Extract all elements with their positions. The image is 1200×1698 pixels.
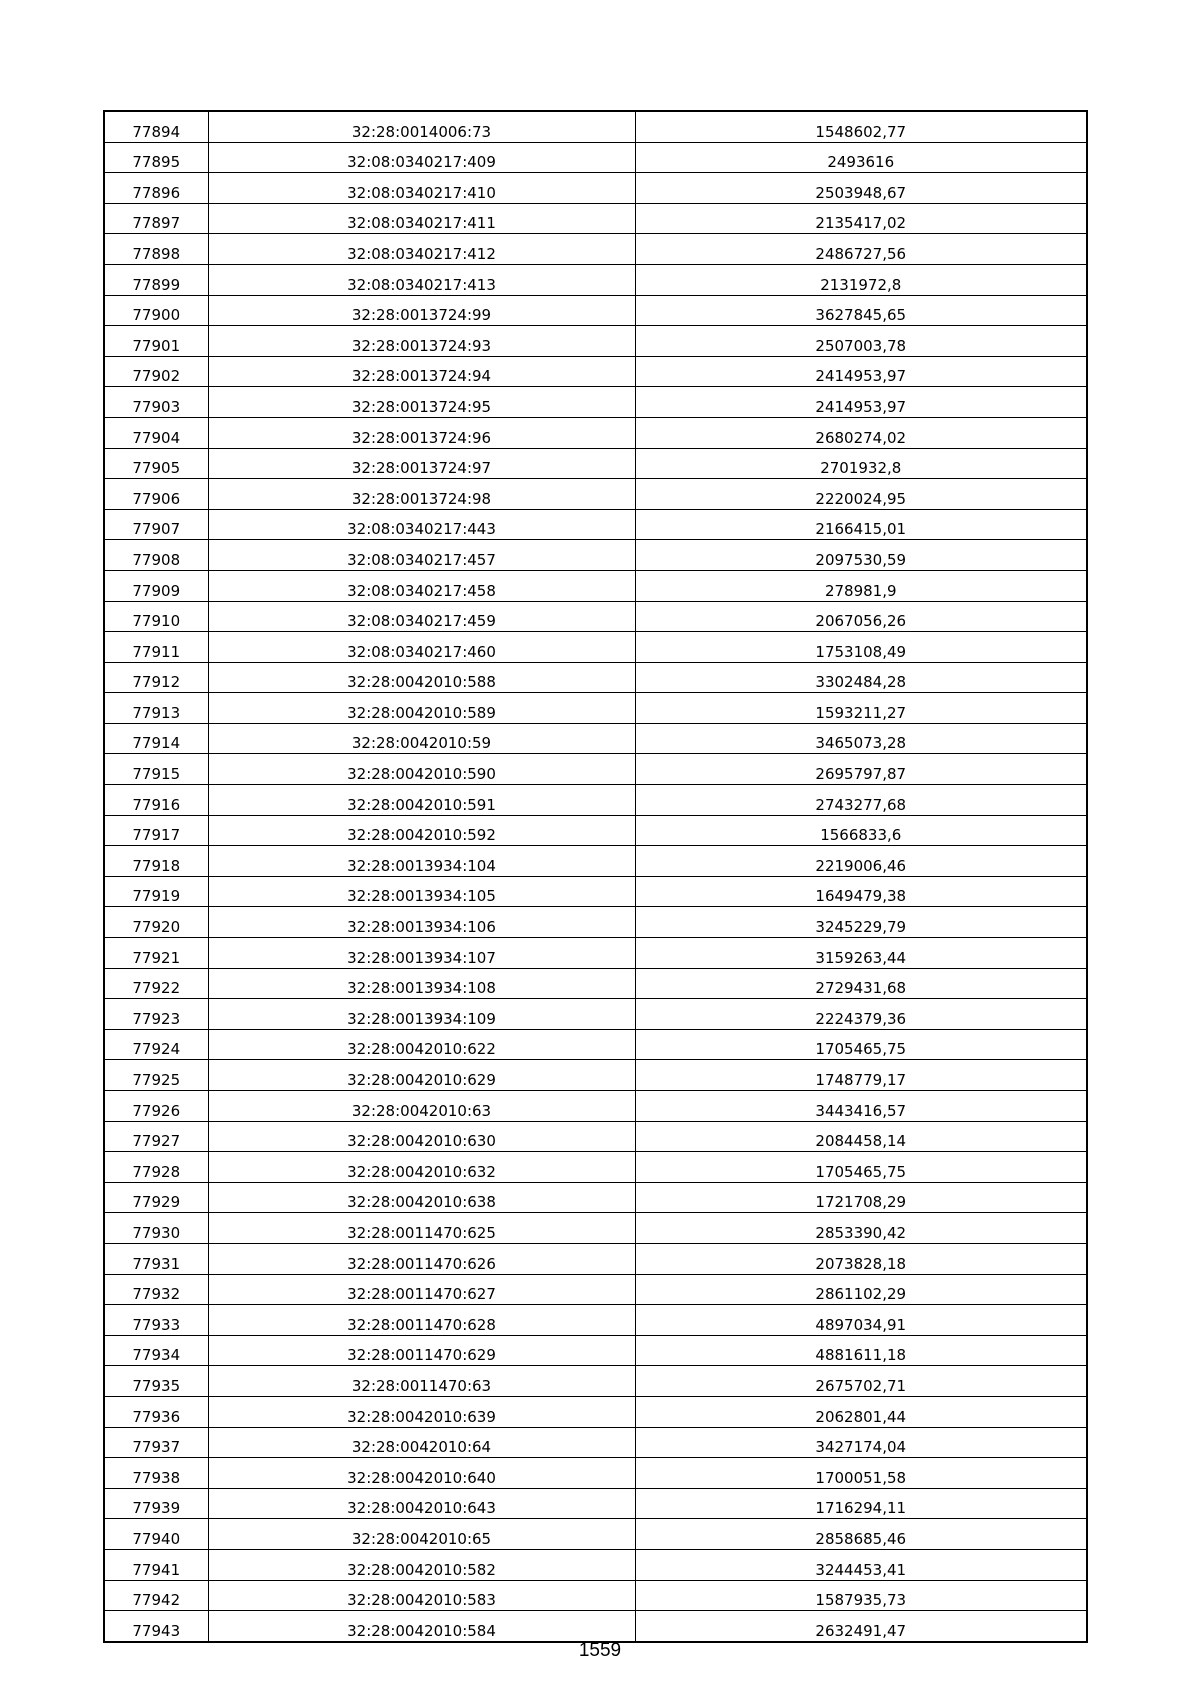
- row-number-cell: 77932: [104, 1274, 208, 1305]
- cadastral-number-cell: 32:28:0013724:95: [208, 387, 635, 418]
- value-cell: 3244453,41: [635, 1549, 1087, 1580]
- cadastral-number-cell: 32:28:0013724:94: [208, 356, 635, 387]
- cadastral-number-cell: 32:28:0042010:630: [208, 1121, 635, 1152]
- cadastral-number-cell: 32:08:0340217:411: [208, 203, 635, 234]
- value-cell: 3627845,65: [635, 295, 1087, 326]
- table-row: [104, 815, 1087, 846]
- value-cell: 2067056,26: [635, 601, 1087, 632]
- cadastral-number-cell: 32:28:0042010:59: [208, 723, 635, 754]
- table-row: [104, 356, 1087, 387]
- cadastral-number-cell: 32:28:0042010:638: [208, 1182, 635, 1213]
- cadastral-number-cell: 32:08:0340217:457: [208, 540, 635, 571]
- table-row: [104, 846, 1087, 877]
- cadastral-number-cell: 32:28:0011470:625: [208, 1213, 635, 1244]
- row-number-cell: 77902: [104, 356, 208, 387]
- row-number-cell: 77928: [104, 1152, 208, 1183]
- table-row: [104, 1427, 1087, 1458]
- table-row: [104, 907, 1087, 938]
- page-number: 1559: [578, 1640, 622, 1661]
- value-cell: 2131972,8: [635, 264, 1087, 295]
- value-cell: 2675702,71: [635, 1366, 1087, 1397]
- row-number-cell: 77941: [104, 1549, 208, 1580]
- table-row: [104, 234, 1087, 265]
- table-row: [104, 1335, 1087, 1366]
- table-row: [104, 295, 1087, 326]
- cadastral-number-cell: 32:28:0042010:590: [208, 754, 635, 785]
- value-cell: 1721708,29: [635, 1182, 1087, 1213]
- value-cell: 1700051,58: [635, 1458, 1087, 1489]
- table-row: [104, 723, 1087, 754]
- row-number-cell: 77899: [104, 264, 208, 295]
- table-row: [104, 1305, 1087, 1336]
- table-row: [104, 1213, 1087, 1244]
- row-number-cell: 77921: [104, 938, 208, 969]
- cadastral-number-cell: 32:08:0340217:459: [208, 601, 635, 632]
- row-number-cell: 77929: [104, 1182, 208, 1213]
- cadastral-number-cell: 32:28:0013724:93: [208, 326, 635, 357]
- cadastral-number-cell: 32:28:0013724:99: [208, 295, 635, 326]
- value-cell: 3245229,79: [635, 907, 1087, 938]
- row-number-cell: 77933: [104, 1305, 208, 1336]
- table-row: [104, 1152, 1087, 1183]
- data-table: [103, 110, 1088, 1643]
- cadastral-number-cell: 32:28:0042010:583: [208, 1580, 635, 1611]
- cadastral-number-cell: 32:28:0042010:63: [208, 1091, 635, 1122]
- value-cell: 2084458,14: [635, 1121, 1087, 1152]
- value-cell: 2220024,95: [635, 479, 1087, 510]
- table-row: [104, 754, 1087, 785]
- table-row: [104, 1029, 1087, 1060]
- table-row: [104, 479, 1087, 510]
- value-cell: 2414953,97: [635, 387, 1087, 418]
- cadastral-number-cell: 32:28:0042010:64: [208, 1427, 635, 1458]
- cadastral-number-cell: 32:28:0014006:73: [208, 111, 635, 142]
- cadastral-number-cell: 32:08:0340217:410: [208, 173, 635, 204]
- row-number-cell: 77936: [104, 1396, 208, 1427]
- row-number-cell: 77924: [104, 1029, 208, 1060]
- row-number-cell: 77923: [104, 999, 208, 1030]
- row-number-cell: 77940: [104, 1519, 208, 1550]
- row-number-cell: 77896: [104, 173, 208, 204]
- value-cell: 4881611,18: [635, 1335, 1087, 1366]
- table-row: [104, 876, 1087, 907]
- row-number-cell: 77901: [104, 326, 208, 357]
- row-number-cell: 77925: [104, 1060, 208, 1091]
- value-cell: 3159263,44: [635, 938, 1087, 969]
- table-row: [104, 1549, 1087, 1580]
- table-row: [104, 1121, 1087, 1152]
- row-number-cell: 77920: [104, 907, 208, 938]
- row-number-cell: 77907: [104, 509, 208, 540]
- table-row: [104, 142, 1087, 173]
- value-cell: 2861102,29: [635, 1274, 1087, 1305]
- row-number-cell: 77942: [104, 1580, 208, 1611]
- cadastral-number-cell: 32:08:0340217:412: [208, 234, 635, 265]
- value-cell: 3443416,57: [635, 1091, 1087, 1122]
- cadastral-number-cell: 32:28:0013934:108: [208, 968, 635, 999]
- value-cell: 2073828,18: [635, 1243, 1087, 1274]
- cadastral-number-cell: 32:28:0042010:632: [208, 1152, 635, 1183]
- row-number-cell: 77922: [104, 968, 208, 999]
- table-row: [104, 1396, 1087, 1427]
- value-cell: 2680274,02: [635, 417, 1087, 448]
- row-number-cell: 77903: [104, 387, 208, 418]
- table-row: [104, 1519, 1087, 1550]
- cadastral-number-cell: 32:28:0013934:109: [208, 999, 635, 1030]
- value-cell: 3465073,28: [635, 723, 1087, 754]
- row-number-cell: 77908: [104, 540, 208, 571]
- cadastral-number-cell: 32:28:0042010:640: [208, 1458, 635, 1489]
- cadastral-number-cell: 32:28:0042010:643: [208, 1488, 635, 1519]
- table-row: [104, 968, 1087, 999]
- value-cell: 1548602,77: [635, 111, 1087, 142]
- cadastral-number-cell: 32:28:0011470:629: [208, 1335, 635, 1366]
- row-number-cell: 77927: [104, 1121, 208, 1152]
- cadastral-number-cell: 32:28:0042010:629: [208, 1060, 635, 1091]
- row-number-cell: 77894: [104, 111, 208, 142]
- table-row: [104, 1611, 1087, 1642]
- value-cell: 2166415,01: [635, 509, 1087, 540]
- value-cell: 2135417,02: [635, 203, 1087, 234]
- row-number-cell: 77915: [104, 754, 208, 785]
- table-row: [104, 632, 1087, 663]
- table-row: [104, 1091, 1087, 1122]
- value-cell: 2486727,56: [635, 234, 1087, 265]
- row-number-cell: 77900: [104, 295, 208, 326]
- value-cell: 2729431,68: [635, 968, 1087, 999]
- cadastral-number-cell: 32:28:0042010:65: [208, 1519, 635, 1550]
- table-row: [104, 203, 1087, 234]
- cadastral-number-cell: 32:28:0042010:592: [208, 815, 635, 846]
- cadastral-number-cell: 32:08:0340217:458: [208, 570, 635, 601]
- value-cell: 1748779,17: [635, 1060, 1087, 1091]
- row-number-cell: 77911: [104, 632, 208, 663]
- row-number-cell: 77938: [104, 1458, 208, 1489]
- value-cell: 3427174,04: [635, 1427, 1087, 1458]
- row-number-cell: 77939: [104, 1488, 208, 1519]
- value-cell: 1649479,38: [635, 876, 1087, 907]
- row-number-cell: 77909: [104, 570, 208, 601]
- cadastral-number-cell: 32:28:0042010:582: [208, 1549, 635, 1580]
- table-row: [104, 1243, 1087, 1274]
- row-number-cell: 77930: [104, 1213, 208, 1244]
- cadastral-number-cell: 32:08:0340217:409: [208, 142, 635, 173]
- table-row: [104, 999, 1087, 1030]
- table-body: [104, 111, 1087, 1642]
- table-row: [104, 417, 1087, 448]
- value-cell: 2701932,8: [635, 448, 1087, 479]
- table-row: [104, 1060, 1087, 1091]
- value-cell: 2097530,59: [635, 540, 1087, 571]
- row-number-cell: 77918: [104, 846, 208, 877]
- row-number-cell: 77926: [104, 1091, 208, 1122]
- row-number-cell: 77914: [104, 723, 208, 754]
- value-cell: 2858685,46: [635, 1519, 1087, 1550]
- cadastral-number-cell: 32:28:0042010:588: [208, 662, 635, 693]
- cadastral-number-cell: 32:28:0013934:106: [208, 907, 635, 938]
- value-cell: 1716294,11: [635, 1488, 1087, 1519]
- cadastral-number-cell: 32:28:0042010:622: [208, 1029, 635, 1060]
- table-row: [104, 1580, 1087, 1611]
- row-number-cell: 77931: [104, 1243, 208, 1274]
- cadastral-number-cell: 32:28:0013724:98: [208, 479, 635, 510]
- cadastral-number-cell: 32:28:0042010:584: [208, 1611, 635, 1642]
- value-cell: 2695797,87: [635, 754, 1087, 785]
- value-cell: 2853390,42: [635, 1213, 1087, 1244]
- row-number-cell: 77913: [104, 693, 208, 724]
- cadastral-number-cell: 32:28:0042010:639: [208, 1396, 635, 1427]
- value-cell: 2503948,67: [635, 173, 1087, 204]
- value-cell: 2743277,68: [635, 785, 1087, 816]
- row-number-cell: 77912: [104, 662, 208, 693]
- row-number-cell: 77919: [104, 876, 208, 907]
- value-cell: 2507003,78: [635, 326, 1087, 357]
- table-row: [104, 785, 1087, 816]
- table-row: [104, 601, 1087, 632]
- row-number-cell: 77943: [104, 1611, 208, 1642]
- table-row: [104, 1182, 1087, 1213]
- value-cell: 1705465,75: [635, 1029, 1087, 1060]
- cadastral-number-cell: 32:28:0011470:627: [208, 1274, 635, 1305]
- table-row: [104, 540, 1087, 571]
- row-number-cell: 77898: [104, 234, 208, 265]
- row-number-cell: 77895: [104, 142, 208, 173]
- row-number-cell: 77937: [104, 1427, 208, 1458]
- value-cell: 2493616: [635, 142, 1087, 173]
- table-row: [104, 693, 1087, 724]
- cadastral-number-cell: 32:28:0013724:96: [208, 417, 635, 448]
- table-row: [104, 1274, 1087, 1305]
- cadastral-number-cell: 32:28:0011470:626: [208, 1243, 635, 1274]
- row-number-cell: 77935: [104, 1366, 208, 1397]
- cadastral-number-cell: 32:28:0042010:591: [208, 785, 635, 816]
- value-cell: 2632491,47: [635, 1611, 1087, 1642]
- value-cell: 1705465,75: [635, 1152, 1087, 1183]
- cadastral-number-cell: 32:28:0042010:589: [208, 693, 635, 724]
- table-row: [104, 570, 1087, 601]
- cadastral-number-cell: 32:28:0011470:628: [208, 1305, 635, 1336]
- table-row: [104, 264, 1087, 295]
- table-row: [104, 326, 1087, 357]
- value-cell: 1587935,73: [635, 1580, 1087, 1611]
- table-row: [104, 1488, 1087, 1519]
- table-row: [104, 448, 1087, 479]
- value-cell: 1566833,6: [635, 815, 1087, 846]
- row-number-cell: 77897: [104, 203, 208, 234]
- value-cell: 2062801,44: [635, 1396, 1087, 1427]
- table-row: [104, 1366, 1087, 1397]
- cadastral-number-cell: 32:08:0340217:460: [208, 632, 635, 663]
- row-number-cell: 77934: [104, 1335, 208, 1366]
- cadastral-number-cell: 32:08:0340217:413: [208, 264, 635, 295]
- cadastral-number-cell: 32:08:0340217:443: [208, 509, 635, 540]
- table-row: [104, 173, 1087, 204]
- cadastral-number-cell: 32:28:0013724:97: [208, 448, 635, 479]
- table-row: [104, 662, 1087, 693]
- value-cell: 2224379,36: [635, 999, 1087, 1030]
- table-row: [104, 509, 1087, 540]
- value-cell: 1753108,49: [635, 632, 1087, 663]
- value-cell: 4897034,91: [635, 1305, 1087, 1336]
- table-row: [104, 938, 1087, 969]
- cadastral-number-cell: 32:28:0011470:63: [208, 1366, 635, 1397]
- row-number-cell: 77904: [104, 417, 208, 448]
- cadastral-number-cell: 32:28:0013934:104: [208, 846, 635, 877]
- value-cell: 2219006,46: [635, 846, 1087, 877]
- table-row: [104, 111, 1087, 142]
- row-number-cell: 77905: [104, 448, 208, 479]
- row-number-cell: 77917: [104, 815, 208, 846]
- table-row: [104, 1458, 1087, 1489]
- row-number-cell: 77916: [104, 785, 208, 816]
- value-cell: 3302484,28: [635, 662, 1087, 693]
- value-cell: 278981,9: [635, 570, 1087, 601]
- row-number-cell: 77910: [104, 601, 208, 632]
- cadastral-number-cell: 32:28:0013934:105: [208, 876, 635, 907]
- table-row: [104, 387, 1087, 418]
- value-cell: 2414953,97: [635, 356, 1087, 387]
- cadastral-number-cell: 32:28:0013934:107: [208, 938, 635, 969]
- row-number-cell: 77906: [104, 479, 208, 510]
- value-cell: 1593211,27: [635, 693, 1087, 724]
